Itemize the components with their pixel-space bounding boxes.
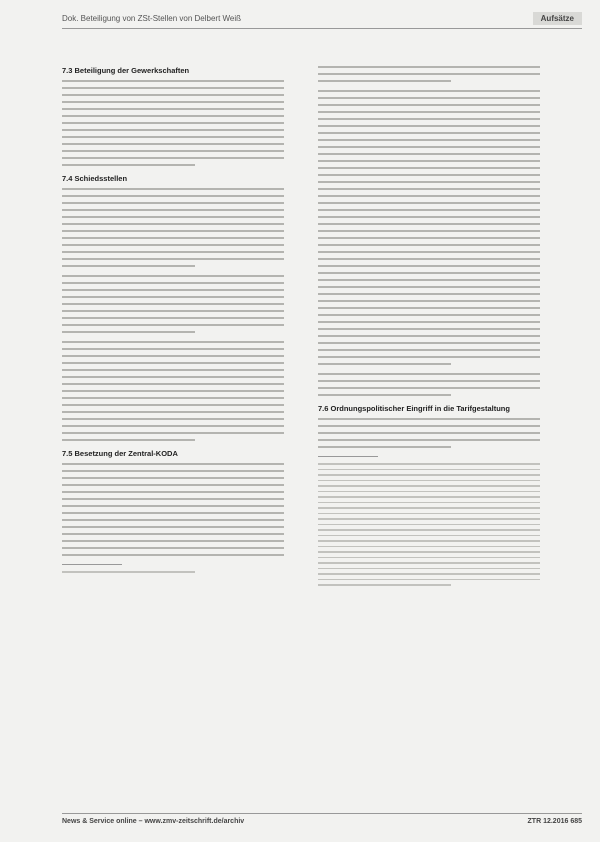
page-footer <box>62 818 582 830</box>
page-number: ZTR 12.2016 685 <box>527 818 582 825</box>
footnote <box>62 571 284 573</box>
running-title: Dok. Beteiligung von ZSt-Stellen von Delbert Weiß <box>62 14 242 23</box>
heading-7-4: 7.4 Schiedsstellen <box>62 174 128 183</box>
paragraph <box>318 90 540 365</box>
footnote-rule <box>62 564 122 565</box>
heading-7-6: 7.6 Ordnungspolitischer Eingriff in die Tarifgestaltung <box>318 404 510 413</box>
paragraph <box>318 418 540 448</box>
footnote-rule <box>318 456 378 457</box>
section-tab: Aufsätze <box>533 12 582 25</box>
footnotes <box>318 463 540 586</box>
left-column <box>62 66 284 577</box>
paragraph <box>62 463 284 556</box>
paragraph <box>62 188 284 267</box>
heading-7-3: 7.3 Beteiligung der Gewerkschaften <box>62 66 190 75</box>
paragraph <box>62 341 284 441</box>
paragraph <box>62 275 284 333</box>
footer-rule <box>62 813 582 814</box>
header-rule <box>62 28 582 29</box>
right-column <box>318 66 540 590</box>
paragraph <box>318 373 540 396</box>
heading-7-5: 7.5 Besetzung der Zentral-KODA <box>62 449 178 458</box>
page-header <box>62 12 582 26</box>
footer-link-text: News & Service online – www.zmv-zeitschrift.de/archiv <box>62 818 245 825</box>
paragraph <box>62 80 284 166</box>
paragraph <box>318 66 540 82</box>
